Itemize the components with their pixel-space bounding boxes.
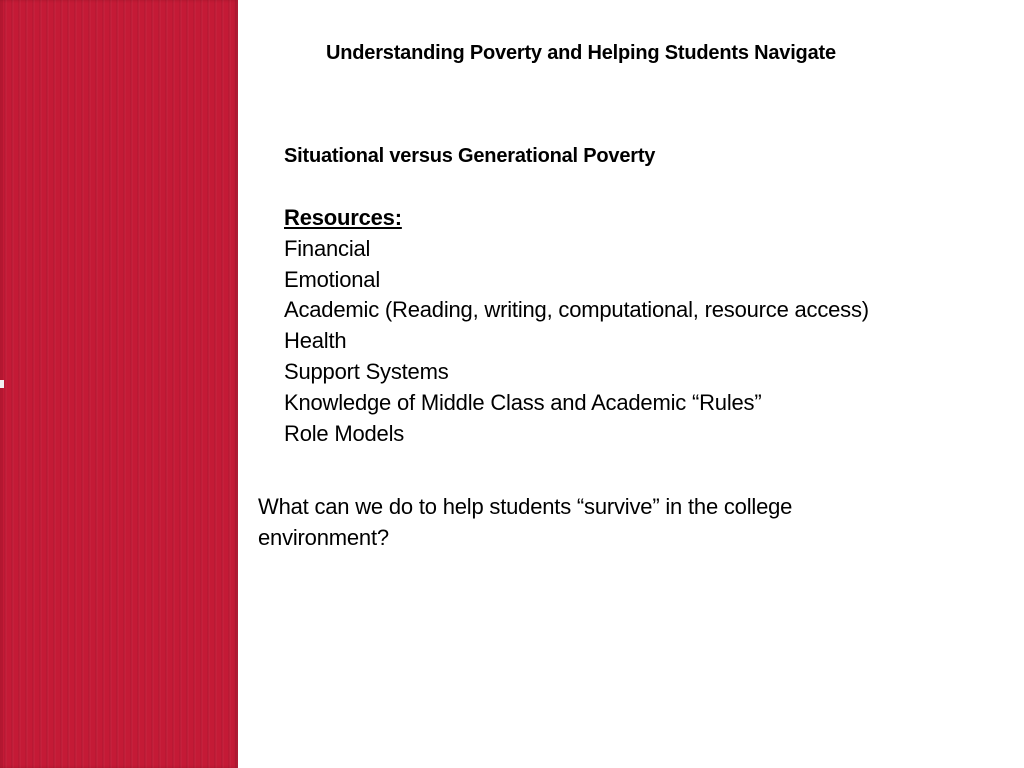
closing-question: What can we do to help students “survive” in the college environment? [258,494,793,550]
slide-title: Understanding Poverty and Helping Students Navigate [326,42,836,64]
resource-item-health: Health [284,328,347,354]
panel-edge-mark [0,380,4,388]
resource-item-role-models: Role Models [284,420,405,446]
resource-item-academic: Academic (Reading, writing, computational, resource access) [284,297,869,323]
resource-item-financial: Financial [284,235,371,261]
resources-section [284,203,869,449]
resources-heading: Resources: [284,205,402,230]
resource-item-emotional: Emotional [284,266,381,292]
subheading: Situational versus Generational Poverty [284,145,656,167]
resource-item-support-systems: Support Systems [284,358,449,384]
resource-item-knowledge: Knowledge of Middle Class and Academic “Rules” [284,389,762,415]
decorative-side-panel [0,0,238,768]
